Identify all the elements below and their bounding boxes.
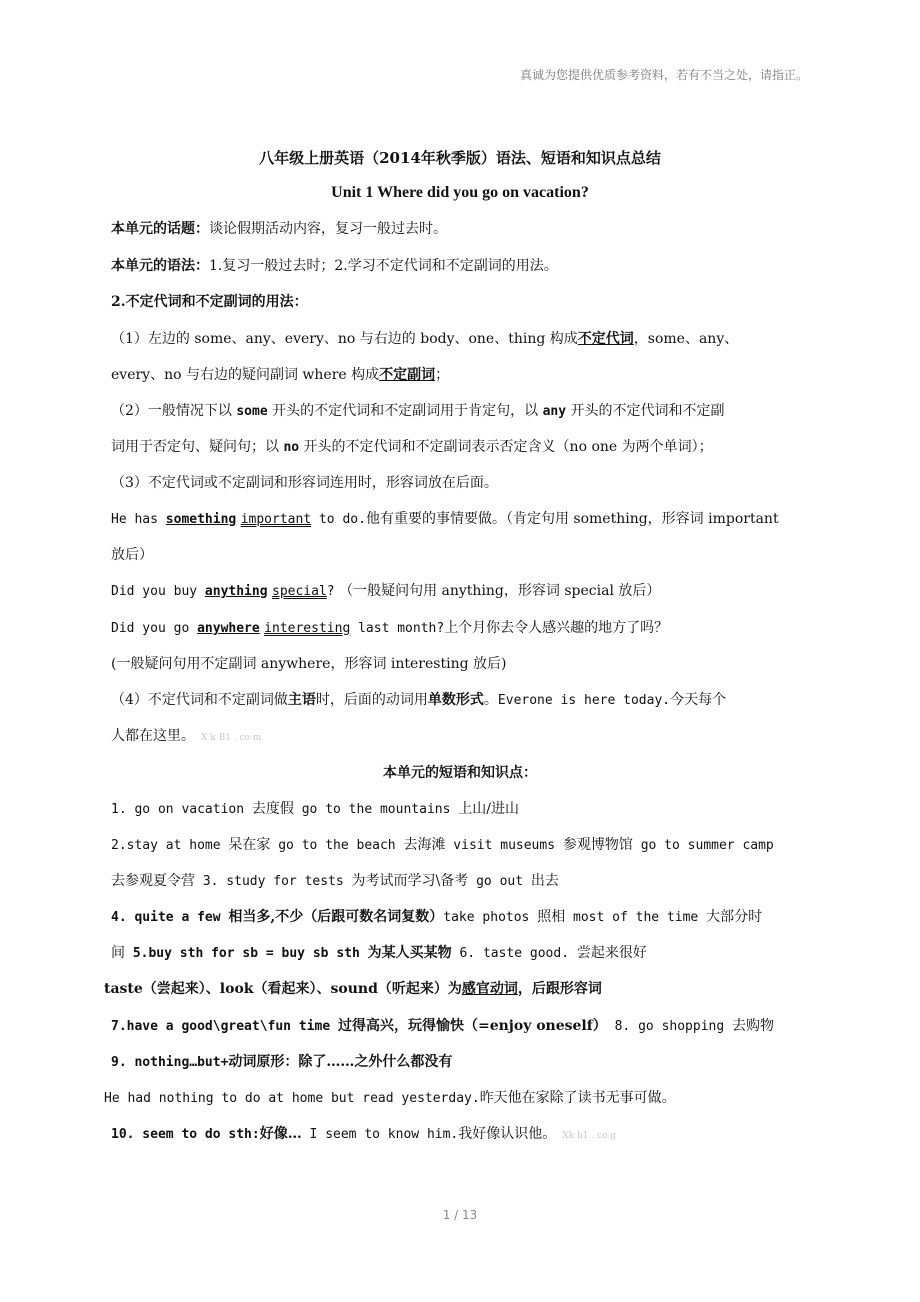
rule2-some: some	[236, 404, 268, 419]
phrase-10-en: 10. seem to do sth:	[111, 1127, 260, 1142]
phrase-3-cn: 为考试而学习\备考	[351, 873, 469, 889]
phrase-7-cn: 过得高兴，玩得愉快（=enjoy oneself）	[337, 1018, 607, 1034]
rule2-text-a: （2）一般情况下以	[111, 403, 237, 419]
phrase-2b-cn: 去海滩	[403, 837, 446, 853]
phrase-line-1	[111, 799, 519, 820]
ex1-word-important: important	[240, 512, 312, 527]
topic-text: 谈论假期活动内容，复习一般过去时。	[209, 221, 447, 237]
phrase-2c-en: visit museums	[445, 838, 563, 853]
ex3-text-a: Did you go	[111, 621, 198, 636]
rule2-text-b: 开头的不定代词和不定副词用于肯定句，以	[267, 403, 543, 419]
phrase-1b-en: go to the mountains	[293, 802, 459, 817]
sense-verbs-rule: ，后跟形容词	[517, 981, 602, 997]
sense-verbs-term: 感官动词	[461, 981, 518, 997]
ex1-text-c: 他有重要的事情要做。（肯定句用 something，形容词 important	[365, 511, 779, 527]
example3-line2: (一般疑问句用不定副词 anywhere，形容词 interesting 放后)	[111, 656, 507, 672]
ex1-text-b: to do.	[311, 512, 366, 527]
rule1-text-a: （1）左边的 some、any、every、no 与右边的 body、one、thing 构成	[111, 331, 578, 347]
phrase-5-cn: 为某人买某物	[367, 945, 452, 961]
phrase-9-cn: 动词原形：除了……之外什么都没有	[228, 1054, 453, 1070]
phrase-4-en: 4. quite a few	[111, 910, 229, 925]
phrase-10-example-cn: 我好像认识他。	[458, 1126, 557, 1142]
rule1-text-c: every、no 与右边的疑问副词 where 构成	[111, 367, 380, 383]
phrase-2c-cn: 参观博物馆	[562, 837, 633, 853]
grammar-text: 1.复习一般过去时；2.学习不定代词和不定副词的用法。	[209, 258, 558, 274]
phrase-1b-cn: 上山/进山	[458, 801, 519, 817]
phrase-2d-cn: 去参观夏令营	[111, 873, 195, 889]
grammar-line	[111, 256, 558, 276]
phrase-6-en: 6. taste good.	[451, 946, 577, 961]
rule1-term-pronoun: 不定代词	[577, 331, 634, 347]
rule4-line1	[111, 690, 726, 711]
phrase-8-en: 8. go shopping	[606, 1019, 733, 1034]
rule4-example: Everone is here today.	[497, 693, 671, 708]
phrase-line-6	[104, 979, 602, 999]
ex2-text-b: ?	[326, 584, 335, 599]
rule4-text-a: （4）不定代词和不定副词做	[111, 692, 288, 708]
example1-line2: 放后）	[111, 547, 153, 563]
phrase-1-en: 1. go on vacation	[111, 802, 252, 817]
phrase-2-en: 2.stay at home	[111, 838, 229, 853]
example1-line1	[111, 509, 779, 530]
section2-heading: 2.不定代词和不定副词的用法：	[111, 294, 308, 310]
phrase-9-example-en: He had nothing to do at home but read yesterday.	[104, 1091, 480, 1106]
phrase-4b-en: take photos	[443, 910, 538, 925]
phrase-8-cn: 去购物	[732, 1018, 775, 1034]
phrase-3b-en: go out	[468, 874, 531, 889]
phrase-7-en: 7.have a good\great\fun time	[111, 1019, 338, 1034]
grammar-label: 本单元的语法：	[111, 258, 209, 274]
sense-verbs-text: taste（尝起来）、look（看起来）、sound（听起来）为	[104, 981, 462, 997]
topic-line	[111, 219, 447, 239]
phrase-line-10	[111, 1124, 616, 1146]
rule2-text-e: 开头的不定代词和不定副词表示否定含义（no one 为两个单词）；	[299, 439, 713, 455]
phrase-10-cn: 好像…	[259, 1126, 302, 1142]
phrase-3b-cn: 出去	[530, 873, 559, 889]
phrases-heading: 本单元的短语和知识点：	[383, 765, 537, 781]
ex3-text-b: last month?	[350, 621, 445, 636]
phrase-4c-cn-end: 间	[111, 945, 125, 961]
rule4-singular: 单数形式	[427, 692, 484, 708]
rule4-text-c: 。	[483, 692, 498, 708]
phrase-line-4	[111, 907, 762, 928]
rule1-term-adverb: 不定副词	[379, 367, 436, 383]
unit-title: Unit 1 Where did you go on vacation?	[331, 184, 589, 201]
ex3-word-anywhere: anywhere	[197, 621, 260, 636]
phrase-line-8	[111, 1052, 452, 1073]
phrase-line-2	[111, 835, 774, 856]
phrase-2d-en: go to summer camp	[632, 838, 774, 853]
phrase-4c-cn: 大部分时	[706, 909, 763, 925]
phrase-line-7	[111, 1016, 774, 1037]
watermark-text-2: Xk b1 . co g	[562, 1131, 617, 1141]
phrase-4c-en: most of the time	[565, 910, 707, 925]
rule2-line1	[111, 401, 725, 422]
ex3-text-c: 上个月你去令人感兴趣的地方了吗？	[444, 620, 669, 636]
phrase-3-en: 3. study for tests	[195, 874, 352, 889]
rule1-text-b: ，some、any、	[633, 331, 739, 347]
rule2-text-c: 开头的不定代词和不定副	[566, 403, 725, 419]
rule1-line2	[111, 365, 449, 385]
rule4-text-f: 人都在这里。	[111, 728, 195, 744]
phrase-2b-en: go to the beach	[270, 838, 404, 853]
example3-line1	[111, 618, 668, 639]
rule4-text-b: 时，后面的动词用	[315, 692, 428, 708]
phrase-4b-cn: 照相	[537, 909, 566, 925]
ex1-word-something: something	[165, 512, 237, 527]
rule2-text-d: 词用于否定句、疑问句；以	[111, 439, 284, 455]
phrase-10-example-en: I seem to know him.	[301, 1127, 459, 1142]
phrase-6-cn: 尝起来很好	[576, 945, 647, 961]
ex2-text-a: Did you buy	[111, 584, 205, 599]
phrase-line-3	[111, 871, 559, 892]
ex2-word-anything: anything	[204, 584, 268, 599]
ex3-word-interesting: interesting	[264, 621, 351, 636]
rule1-line1	[111, 329, 738, 349]
watermark-text: X k B1 . co m	[201, 733, 262, 743]
page-number: 1 / 13	[442, 1208, 478, 1222]
ex2-word-special: special	[272, 584, 327, 599]
header-note: 真诚为您提供优质参考资料，若有不当之处，请指正。	[519, 68, 808, 82]
rule2-line2	[111, 437, 713, 458]
rule4-text-e: 今天每个	[670, 692, 727, 708]
phrase-5-en: 5.buy sth for sb = buy sb sth	[125, 946, 368, 961]
ex2-text-c: （一般疑问句用 anything，形容词 special 放后）	[339, 583, 661, 599]
phrase-line-9	[104, 1088, 676, 1109]
ex1-text-a: He has	[111, 512, 166, 527]
rule2-any: any	[542, 404, 567, 419]
rule2-no: no	[283, 440, 300, 455]
phrase-2-cn: 呆在家	[228, 837, 271, 853]
rule4-subject: 主语	[287, 692, 316, 708]
rule4-line2	[111, 726, 261, 748]
phrase-1-cn: 去度假	[251, 801, 294, 817]
rule3-line: （3）不定代词或不定副词和形容词连用时，形容词放在后面。	[111, 475, 498, 491]
phrase-9-en: 9. nothing…but+	[111, 1055, 229, 1070]
document-title: 八年级上册英语（2014年秋季版）语法、短语和知识点总结	[259, 149, 661, 167]
topic-label: 本单元的话题：	[111, 221, 209, 237]
phrase-9-example-cn: 昨天他在家除了读书无事可做。	[479, 1090, 676, 1106]
phrase-4-cn: 相当多,不少（后跟可数名词复数）	[228, 909, 444, 925]
phrase-line-5	[111, 943, 647, 964]
rule1-text-d: ；	[435, 367, 450, 383]
example2-line	[111, 581, 660, 602]
